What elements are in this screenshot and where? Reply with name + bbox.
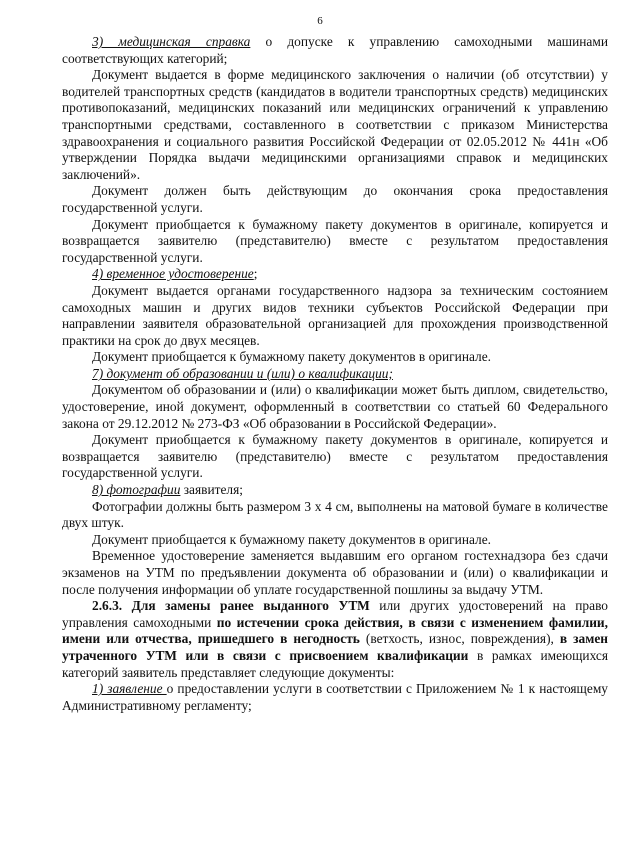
document-body (62, 34, 608, 714)
text-run: о допуске к управлению самоходными машинами соответствующих категорий; (62, 34, 608, 66)
paragraph (62, 283, 608, 349)
text-run: (ветхость, износ, повреждения), (359, 631, 560, 647)
text-run: Документ выдается органами государственного надзора за техническим состоянием самоходных машин и других видов техники субъектов Российской Федерации при направлении заявителя образовательной организацией для прохождения производственной практики на срок до двух месяцев. (62, 282, 608, 348)
item-heading: 4) временное удостоверение (92, 266, 254, 282)
paragraph (62, 598, 608, 681)
paragraph (62, 482, 608, 499)
text-run: о предоставлении услуги в соответствии с Приложением № 1 к настоящему Административному регламенту; (62, 681, 608, 713)
paragraph (62, 499, 608, 532)
paragraph (62, 548, 608, 598)
text-run: Документ приобщается к бумажному пакету документов в оригинале. (92, 349, 492, 365)
text-run: Документ приобщается к бумажному пакету документов в оригинале, копируется и возвращается заявителю (представителю) вместе с результатом предоставления государственной услуги. (62, 432, 608, 481)
text-run: Документ должен быть действующим до окончания срока предоставления государственной услуги. (62, 183, 608, 215)
bold-text: в замен утраченного УТМ или в связи с присвоением квалификации (62, 631, 608, 663)
paragraph (62, 382, 608, 432)
item-heading: 8) фотографии (92, 482, 181, 498)
bold-text: 2.6.3. Для замены ранее выданного УТМ (92, 598, 370, 614)
item-heading: 3) медицинская справка (92, 34, 251, 49)
text-run: Документ выдается в форме медицинского заключения о наличии (об отсутствии) у водителей транспортных средств (кандидатов в водители транспортных средств) медицинских противопоказаний, медицинских показаний или медицинских ограничений к управлению транспортными средствами, составленного в соответствии с приказом Министерства здравоохранения и социального развития Российской Федерации от 02.05.2012 № 441н «Об утверждении Порядка выдачи медицинскими организациями справок и медицинских заключений». (62, 67, 608, 182)
text-run: ; (253, 266, 258, 282)
paragraph (62, 266, 608, 283)
paragraph (62, 217, 608, 267)
paragraph (62, 349, 608, 366)
paragraph (62, 432, 608, 482)
text-run: или других удостоверений на право управления самоходными (62, 598, 608, 630)
item-heading: 7) документ об образовании и (или) о квалификации; (92, 365, 393, 381)
paragraph (62, 681, 608, 714)
item-heading: 1) заявление (92, 681, 167, 697)
text-run: в рамках имеющихся категорий заявитель представляет следующие документы: (62, 647, 608, 680)
text-run: Документ приобщается к бумажному пакету документов в оригинале. (92, 531, 492, 547)
text-run: заявителя; (180, 482, 243, 498)
bold-text: по истечении срока действия, в связи с изменением фамилии, имени или отчества, пришедшего в негодность (62, 614, 608, 647)
text-run: Временное удостоверение заменяется выдавшим его органом гостехнадзора без сдачи экзаменов на УТМ по предъявлении документа об образовании и (или) о квалификации и после получения информации об уплате государственной пошлины за выдачу УТМ. (62, 548, 608, 597)
paragraph (62, 67, 608, 183)
text-run: Документом об образовании и (или) о квалификации может быть диплом, свидетельство, удостоверение, иной документ, оформленный в соответствии со статьей 60 Федерального закона от 29.12.2012 № 273-ФЗ «Об образовании в Российской Федерации». (62, 382, 608, 431)
text-run: Фотографии должны быть размером 3 х 4 см, выполнены на матовой бумаге в количестве двух штук. (62, 498, 608, 531)
paragraph (62, 532, 608, 549)
paragraph (62, 183, 608, 216)
text-run: Документ приобщается к бумажному пакету документов в оригинале, копируется и возвращается заявителю (представителю) вместе с результатом предоставления государственной услуги. (62, 216, 608, 265)
paragraph (62, 366, 608, 383)
page-number: 6 (317, 15, 323, 27)
paragraph (62, 34, 608, 67)
